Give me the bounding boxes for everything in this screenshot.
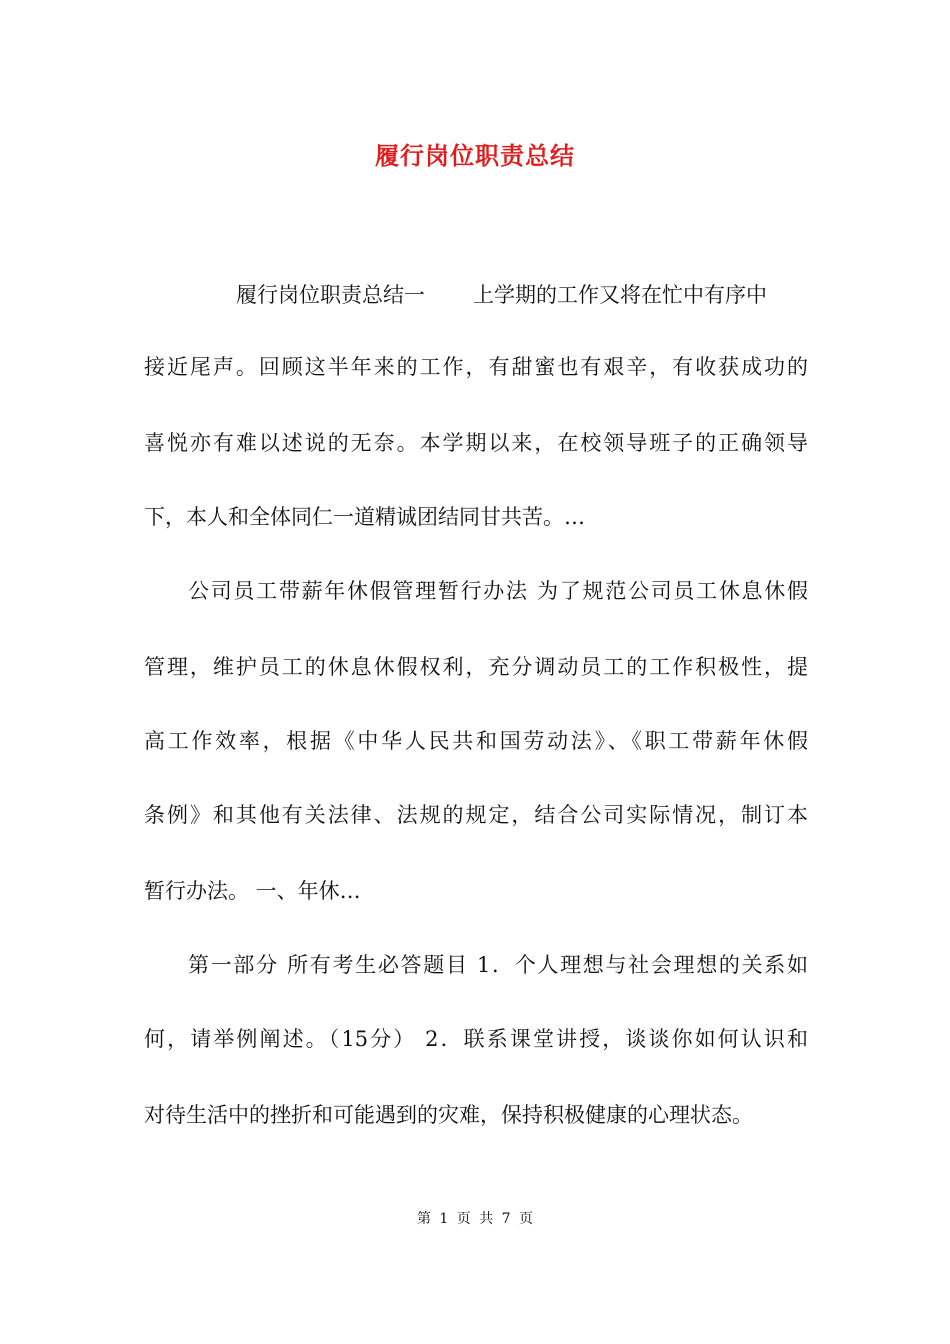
paragraph-3-line-1: 第一部分 所有考生必答题目 1．个人理想与社会理想的关系如: [188, 953, 808, 977]
paragraph-1-line-2: 接近尾声。回顾这半年来的工作，有甜蜜也有艰辛，有收获成功的: [144, 355, 808, 379]
paragraph-2-line-3: 高工作效率，根据《中华人民共和国劳动法》、《职工带薪年休假: [144, 729, 808, 753]
paragraph-2-line-4: 条例》和其他有关法律、法规的规定，结合公司实际情况，制订本: [144, 803, 808, 827]
paragraph-1-line-1: [236, 280, 808, 310]
paragraph-2-line-5: 暂行办法。 一、年休…: [144, 879, 361, 903]
paragraph-1-line-3: 喜悦亦有难以述说的无奈。本学期以来，在校领导班子的正确领导: [144, 431, 808, 455]
paragraph-3-line-3: 对待生活中的挫折和可能遇到的灾难，保持积极健康的心理状态。: [144, 1103, 753, 1127]
paragraph-1-line-1-text: 上学期的工作又将在忙中有序中: [473, 283, 767, 307]
paragraph-2-line-2: 管理，维护员工的休息休假权利，充分调动员工的工作积极性，提: [144, 655, 808, 679]
paragraph-2-line-1: 公司员工带薪年休假管理暂行办法 为了规范公司员工休息休假: [188, 579, 808, 603]
paragraph-1-heading: 履行岗位职责总结一: [236, 283, 425, 307]
paragraph-3-line-2: 何，请举例阐述。（15分） 2．联系课堂讲授，谈谈你如何认识和: [144, 1027, 808, 1051]
page-number-footer: 第 1 页 共 7 页: [416, 1211, 534, 1227]
document-title: 履行岗位职责总结: [375, 142, 575, 170]
paragraph-1-line-4: 下，本人和全体同仁一道精诚团结同甘共苦。…: [144, 505, 585, 529]
